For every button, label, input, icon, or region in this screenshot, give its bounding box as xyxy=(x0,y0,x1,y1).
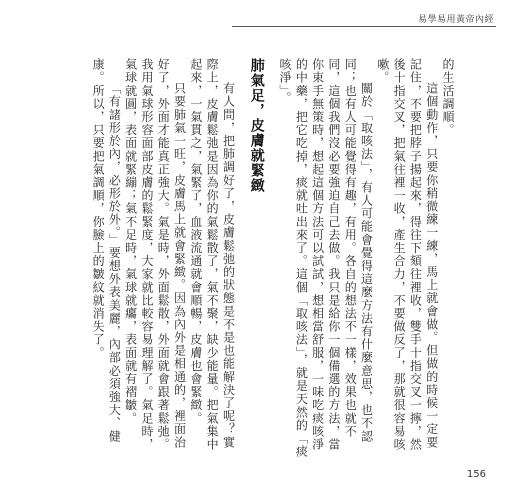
paragraph: 關於「取咳法」，有人可能會覺得這麼方法有什麼意思，也不認同；也有人可能覺得有趣，有用。各自的想法不一樣，效果也就不同，這個我們沒必要強迫自己去做。我只是給你一個備選的方法，當你束手無策時，想起這個方法可以試試，想相當舒服，一味吃痰咳淨的中藥，把它吃掉，痰就吐出來了。這個「取咳法」，就是天然的「痰咳淨」。 xyxy=(278,58,374,459)
running-header: 易學易用黃帝內經 xyxy=(417,15,494,25)
section-heading: 肺氣足，皮膚就緊緻 xyxy=(248,58,265,193)
paragraph: 只要肺氣一旺，皮膚馬上就會緊緻。因為內外是相通的，裡面治好了，外面才能真正強大。氣是時，外面鬆散，外面就會跟著鬆弛。我用氣球形容面部皮膚的鬆緊度，大家就比較容易理解了。氣足時，氣球就圓，表面就緊繃；氣不足時，氣球就癟，表面就有褶皺。 xyxy=(123,58,187,451)
body-text xyxy=(90,58,456,460)
page-number: 156 xyxy=(466,469,486,480)
paragraph: 「有諸形於內，必形於外。」要想外表美麗，內部必須強大、健康。所以，只要把氣調順，你臉上的皺紋就消失了。 xyxy=(91,58,122,443)
header-rule xyxy=(232,26,496,27)
paragraph: 的生活調順。 xyxy=(441,58,455,137)
paragraph: 有人問，把肺調好了，皮膚鬆弛的狀態是不是也能解決了呢？實際上，皮膚鬆弛是因為你的氣鬆散了，氣不聚，缺少能量。把氣集中起來，一氣貫之，氣緊了，血液流通就會順暢，皮膚也會緊緻。 xyxy=(188,58,236,451)
paragraph: 這個動作，只要你稍微練一練，馬上就會做。但做的時候一定要記住，不要把脖子揚起來，得往下頦往裡收，雙手十指交叉一擰，然後十指交叉，把氣往裡一收，產生合力，不要做反了，那就很容易咳嗽。 xyxy=(375,58,439,451)
